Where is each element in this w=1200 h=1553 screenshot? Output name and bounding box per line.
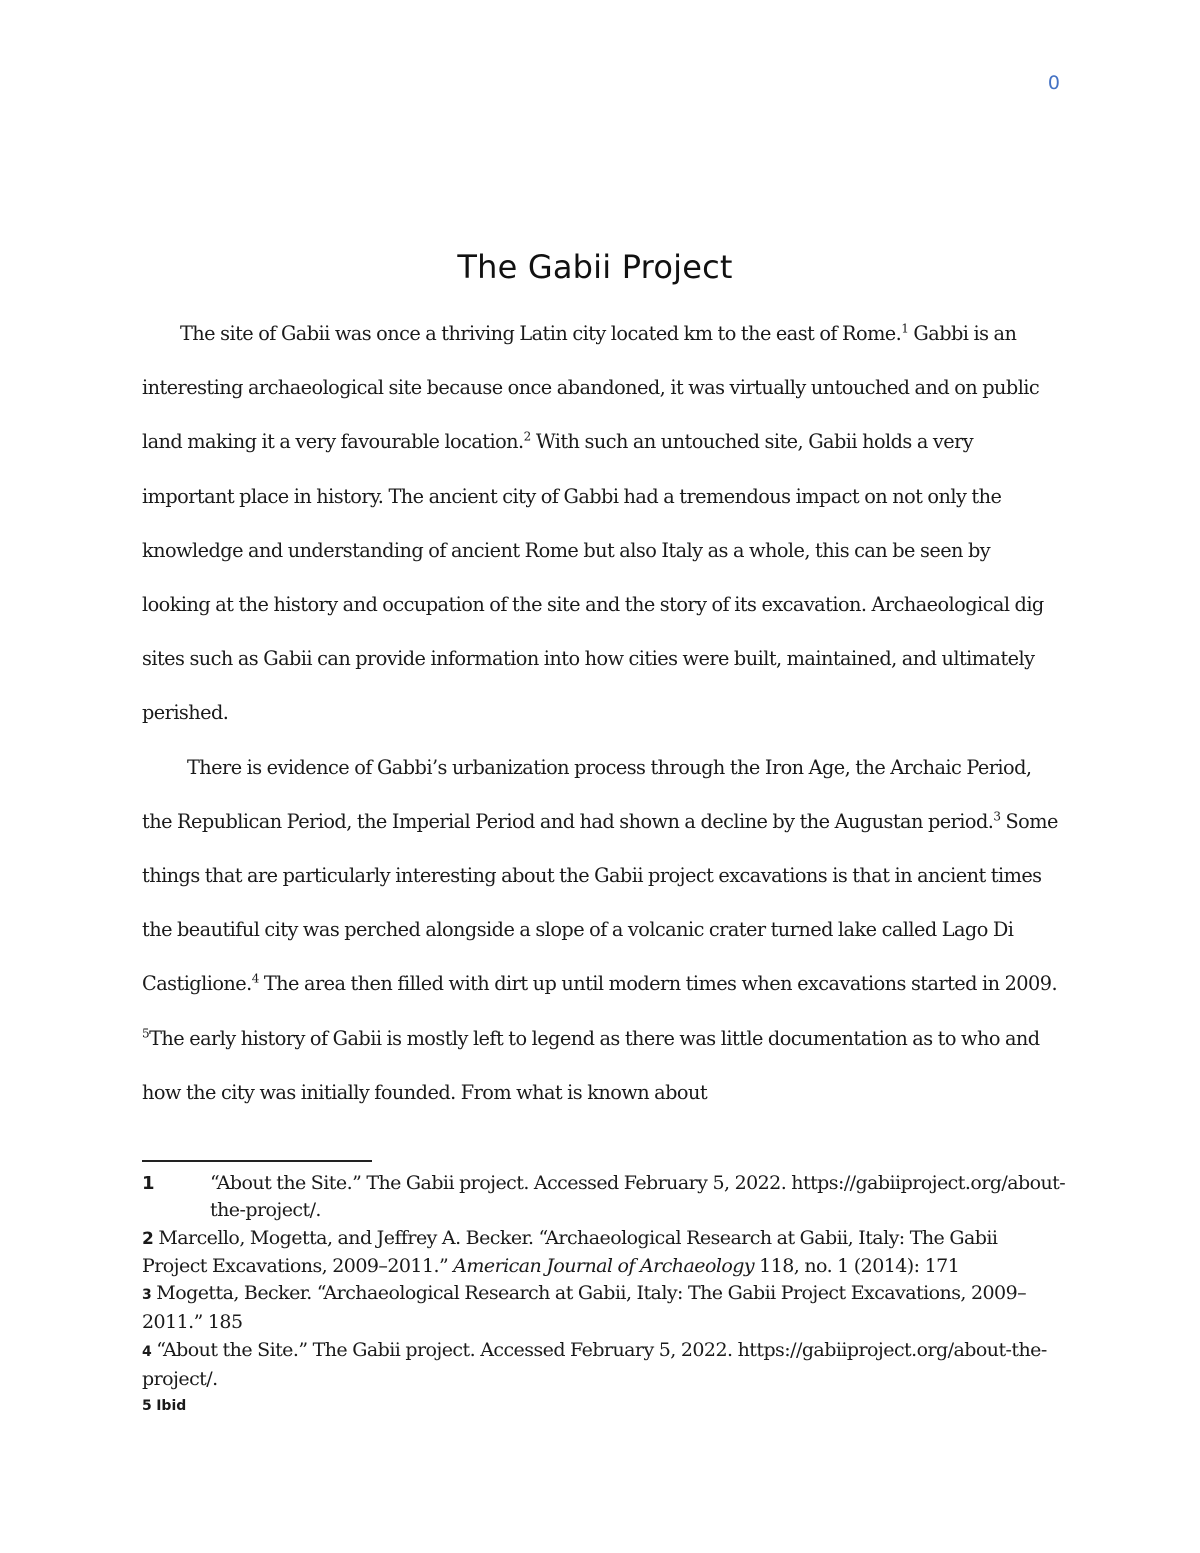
paragraph-2 [142, 741, 1062, 1120]
footnote-text: Mogetta, Becker. “Archaeological Research at Gabii, Italy: The Gabii Project Excavations, 2009–2011.” 185 [142, 1282, 1027, 1334]
footnote-number: 2 [142, 1228, 154, 1249]
footnote-4 [142, 1337, 1067, 1394]
page-number: 0 [1047, 72, 1060, 94]
paragraph-1 [142, 307, 1062, 741]
text-run: There is evidence of Gabbi’s urbanization process through the Iron Age, the Archaic Period, the Republican Period, the Imperial Period and had shown a decline by the Augustan period. [142, 755, 1032, 833]
footnote-text: “About the Site.” The Gabii project. Accessed February 5, 2022. https://gabiiproject.org/about-the-project/. [142, 1338, 1047, 1391]
footnote-separator [142, 1160, 372, 1162]
text-run: The early history of Gabii is mostly left to legend as there was little documentation as to who and how the city was initially founded. From what is known about [142, 1026, 1040, 1104]
text-run: Gabbi is an interesting archaeological site because once abandoned, it was virtually untouched and on public land making it a very favourable location. [142, 322, 1040, 454]
footnote-ref-3[interactable]: 3 [993, 809, 1001, 824]
footnote-ref-4[interactable]: 4 [251, 972, 259, 987]
footnote-text: 118, no. 1 (2014): 171 [754, 1254, 960, 1277]
footnote-ref-1[interactable]: 1 [901, 321, 909, 336]
footnote-text: “About the Site.” The Gabii project. Accessed February 5, 2022. https://gabiiproject.org/about-the-project/. [210, 1172, 1066, 1222]
footnote-5: 5 Ibid [142, 1398, 187, 1415]
footnote-2 [142, 1225, 1067, 1281]
footnotes [142, 1170, 1067, 1421]
footnote-text: Marcello, Mogetta, and Jeffrey A. Becker. “Archaeological Research at Gabii, Italy: The Gabii Project Excavations, 2009–2011.” [142, 1226, 998, 1277]
text-run: The area then filled with dirt up until modern times when excavations started in 2009. [258, 972, 1058, 996]
footnote-1 [142, 1170, 1067, 1225]
footnote-number: 3 [142, 1287, 152, 1304]
footnote-ref-2[interactable]: 2 [523, 429, 531, 444]
body-text [142, 307, 1062, 1120]
text-run: The site of Gabii was once a thriving Latin city located km to the east of Rome. [180, 322, 902, 345]
footnote-3 [142, 1280, 1067, 1337]
text-run: With such an untouched site, Gabii holds a very important place in history. The ancient city of Gabbi had a tremendous impact on not only the knowledge and understanding of ancient Rome but also Italy as a whole, this can be seen by looking at the history and occupation of the site and the story of its excavation. Archaeological dig sites such as Gabii can provide information into how cities were built, maintained, and ultimately perished. [142, 430, 1044, 725]
page-title: The Gabii Project [457, 248, 733, 286]
footnote-number: 4 [142, 1343, 152, 1360]
footnote-number: 1 [142, 1173, 154, 1194]
footnote-ref-5[interactable]: 5 [142, 1026, 150, 1041]
journal-title: American Journal of Archaeology [453, 1254, 755, 1277]
text-run: Some things that are particularly interesting about the Gabii project excavations is that in ancient times the beautiful city was perched alongside a slope of a volcanic crater turned lake called Lago Di Castiglione. [142, 809, 1058, 996]
